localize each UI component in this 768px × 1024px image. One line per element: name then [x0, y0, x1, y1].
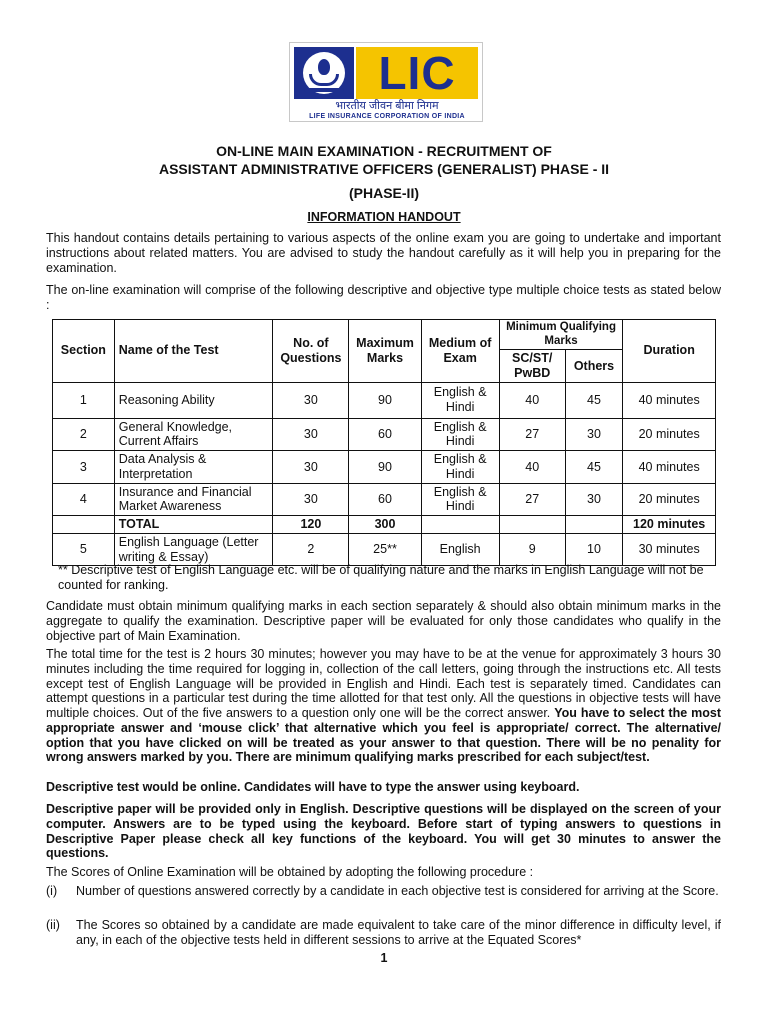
cell-max-marks: 60: [349, 418, 421, 451]
cell-name: Reasoning Ability: [114, 382, 273, 418]
online-descriptive-paragraph: Descriptive test would be online. Candidates will have to type the answer using keyboard.: [46, 780, 580, 794]
header-sc-st: SC/ST/ PwBD: [499, 350, 565, 383]
exam-structure-paragraph: The on-line examination will comprise of the following descriptive and objective type multiple choice tests as stated below :: [46, 283, 721, 312]
cell-section: [53, 516, 115, 534]
cell-others: 45: [565, 382, 623, 418]
cell-others: [565, 516, 623, 534]
header-max-marks: Maximum Marks: [349, 320, 421, 383]
handout-heading: INFORMATION HANDOUT: [307, 210, 461, 224]
header-min-marks: Minimum Qualifying Marks: [499, 320, 623, 350]
cell-sc-st: 9: [499, 533, 565, 566]
cell-total-marks: 300: [349, 516, 421, 534]
cell-sc-st: 40: [499, 382, 565, 418]
cell-medium: English & Hindi: [421, 483, 499, 516]
exam-time-text: The total time for the test is 2 hours 30 minutes; however you may have to be at the venue for approximately 3 hours 30 minutes including the time required for logging in, collection of the call letters, going through the instructions etc. All tests except test of English Language will be provided in English and Hindi. Each test is separately timed. Candidates can attempt questions in a particular test during the time allotted for that test only. All the questions in objective tests will have multiple choices. Out of the five answers to a question only one will be the correct answer.: [46, 647, 721, 720]
title-line-1: ON-LINE MAIN EXAMINATION - RECRUITMENT OF: [216, 143, 552, 159]
cell-questions: 30: [273, 483, 349, 516]
lic-brand-box: [356, 47, 478, 99]
cell-duration: 30 minutes: [623, 533, 716, 566]
table-row: [53, 418, 716, 451]
header-others: Others: [565, 350, 623, 383]
cell-max-marks: 25**: [349, 533, 421, 566]
cell-section: 2: [53, 418, 115, 451]
cell-medium: English: [421, 533, 499, 566]
cell-max-marks: 90: [349, 451, 421, 484]
cell-section: 5: [53, 533, 115, 566]
english-footnote: ** Descriptive test of English Language etc. will be of qualifying nature and the marks in English Language will not be counted for ranking.: [58, 563, 704, 592]
test-structure-table: [52, 319, 716, 566]
cell-sc-st: 27: [499, 483, 565, 516]
exam-answer-instructions: You have to select the most appropriate answer and ‘mouse click’ that alternative which you feel is appropriate/ correct. The alternative/ option that you have clicked on will be treated as your answer to that question. There will be no penality for wrong answers marked by you. There are minimum qualifying marks prescribed for each subject/test.: [46, 706, 721, 765]
lic-logo: [289, 42, 483, 122]
english-descriptive-paragraph: Descriptive paper will be provided only in English. Descriptive questions will be displayed on the screen of your computer. Answers are to be typed using the keyboard. Before start of typing answers to questions in Descriptive Paper please check all key functions of the keyboard. You will get 30 minutes to answer the questions.: [46, 802, 721, 861]
cell-name: Data Analysis & Interpretation: [114, 451, 273, 484]
exam-time-paragraph: [46, 647, 721, 765]
cell-total-label: TOTAL: [114, 516, 273, 534]
cell-questions: 30: [273, 382, 349, 418]
header-section: Section: [53, 320, 115, 383]
cell-questions: 30: [273, 418, 349, 451]
cell-others: 30: [565, 418, 623, 451]
lic-corporation-name: LIFE INSURANCE CORPORATION OF INDIA: [309, 113, 465, 120]
header-name: Name of the Test: [114, 320, 273, 383]
cell-others: 10: [565, 533, 623, 566]
cell-medium: English & Hindi: [421, 451, 499, 484]
cell-medium: [421, 516, 499, 534]
cell-sc-st: 40: [499, 451, 565, 484]
lic-emblem-icon: [294, 47, 354, 99]
cell-name: English Language (Letter writing & Essay): [114, 533, 273, 566]
table-row: [53, 533, 716, 566]
procedure-number: (i): [46, 884, 58, 898]
header-questions: No. of Questions: [273, 320, 349, 383]
cell-section: 3: [53, 451, 115, 484]
cell-sc-st: 27: [499, 418, 565, 451]
cell-total-duration: 120 minutes: [623, 516, 716, 534]
cell-sc-st: [499, 516, 565, 534]
table-header-row: [53, 320, 716, 350]
cell-medium: English & Hindi: [421, 418, 499, 451]
procedure-number: (ii): [46, 918, 60, 932]
cell-others: 45: [565, 451, 623, 484]
cell-others: 30: [565, 483, 623, 516]
cell-section: 1: [53, 382, 115, 418]
table-total-row: [53, 516, 716, 534]
table-row: [53, 451, 716, 484]
header-medium: Medium of Exam: [421, 320, 499, 383]
table-row: [53, 382, 716, 418]
cell-max-marks: 90: [349, 382, 421, 418]
procedure-text: Number of questions answered correctly by a candidate in each objective test is considered for arriving at the Score.: [76, 884, 719, 898]
page-number: 1: [380, 951, 388, 965]
cell-duration: 40 minutes: [623, 451, 716, 484]
procedure-item: [46, 918, 721, 950]
procedure-item: [46, 884, 721, 916]
procedure-text: The Scores so obtained by a candidate are made equivalent to take care of the minor difference in difficulty level, if any, in each of the objective tests held in different sessions to arrive at the Equated Scores*: [76, 918, 721, 947]
cell-max-marks: 60: [349, 483, 421, 516]
header-duration: Duration: [623, 320, 716, 383]
cell-total-questions: 120: [273, 516, 349, 534]
cell-questions: 2: [273, 533, 349, 566]
cell-name: Insurance and Financial Market Awareness: [114, 483, 273, 516]
qualifying-paragraph: Candidate must obtain minimum qualifying marks in each section separately & should also obtain minimum marks in the aggregate to qualify the examination. Descriptive paper will be evaluated for only those candidates who qualify in the objective part of Main Examination.: [46, 599, 721, 643]
lic-hindi-name: भारतीय जीवन बीमा निगम: [335, 100, 439, 112]
cell-duration: 20 minutes: [623, 483, 716, 516]
cell-duration: 40 minutes: [623, 382, 716, 418]
cell-questions: 30: [273, 451, 349, 484]
cell-duration: 20 minutes: [623, 418, 716, 451]
table-row: [53, 483, 716, 516]
cell-medium: English & Hindi: [421, 382, 499, 418]
scores-intro-paragraph: The Scores of Online Examination will be obtained by adopting the following procedure :: [46, 865, 534, 879]
intro-paragraph: This handout contains details pertaining to various aspects of the online exam you are going to undertake and important instructions about related matters. You are advised to study the handout carefully as it will help you in preparing for the examination.: [46, 231, 721, 275]
cell-section: 4: [53, 483, 115, 516]
title-line-3: (PHASE-II): [349, 185, 419, 201]
cell-name: General Knowledge, Current Affairs: [114, 418, 273, 451]
lic-brand-text: LIC: [378, 47, 456, 99]
title-line-2: ASSISTANT ADMINISTRATIVE OFFICERS (GENERALIST) PHASE - II: [158, 161, 610, 177]
